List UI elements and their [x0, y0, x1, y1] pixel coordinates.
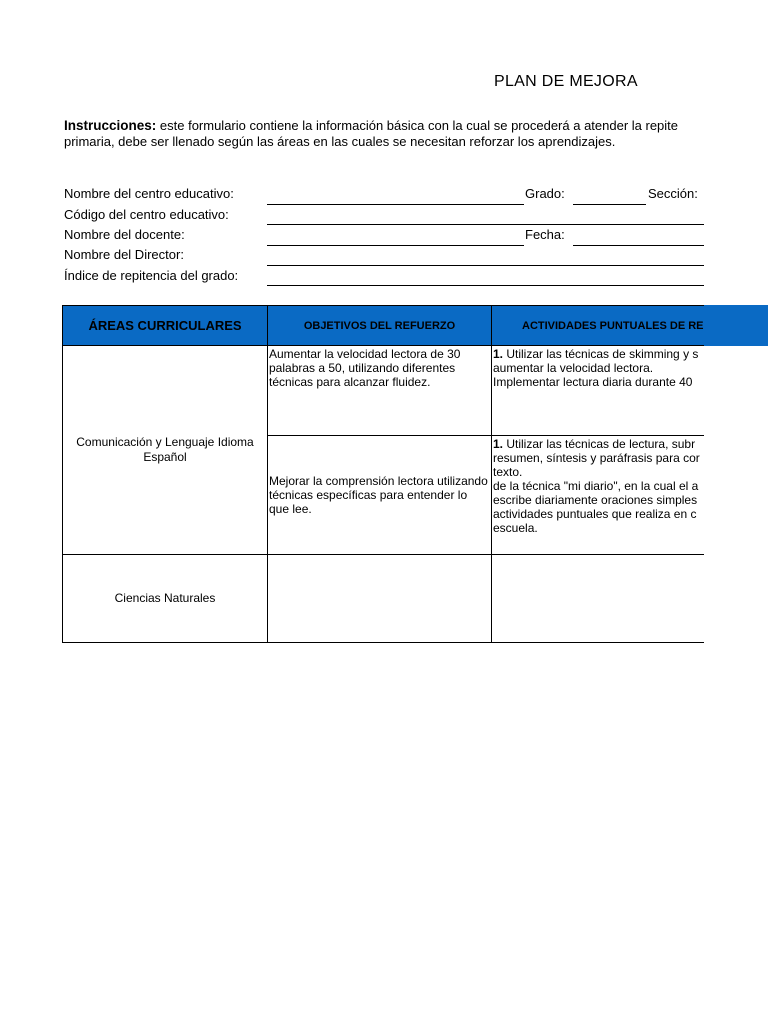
school-code-field[interactable] [267, 224, 704, 225]
activity-line: aumentar la velocidad lectora. [493, 361, 654, 375]
page-title: PLAN DE MEJORA [494, 73, 638, 90]
objective-cell[interactable]: Aumentar la velocidad lectora de 30 palabras a 50, utilizando diferentes técnicas para alcanzar fluidez. [268, 346, 492, 436]
table-row [63, 555, 705, 643]
instructions-paragraph [64, 118, 704, 150]
instructions-text-1: este formulario contiene la información básica con la cual se procederá a atender la repite [156, 118, 679, 133]
header-objectives: OBJETIVOS DEL REFUERZO [268, 306, 492, 346]
activity-cell[interactable] [492, 555, 705, 643]
objective-cell[interactable] [268, 555, 492, 643]
area-cell-natural-sciences[interactable]: Ciencias Naturales [63, 555, 268, 643]
grade-label: Grado: [525, 186, 565, 201]
section-label: Sección: [648, 186, 698, 201]
activity-cell[interactable] [492, 436, 705, 555]
header-activities: ACTIVIDADES PUNTUALES DE RE [492, 306, 705, 346]
repetition-index-field[interactable] [267, 285, 704, 286]
school-code-label: Código del centro educativo: [64, 207, 229, 222]
director-field[interactable] [267, 265, 704, 266]
grade-field[interactable] [573, 204, 646, 205]
school-name-field[interactable] [267, 204, 524, 205]
activity-line: Utilizar las técnicas de lectura, subr [503, 437, 696, 451]
activity-line: escuela. [493, 521, 538, 535]
instructions-label: Instrucciones: [64, 118, 157, 133]
teacher-label: Nombre del docente: [64, 227, 185, 242]
date-label: Fecha: [525, 227, 565, 242]
area-cell-communication[interactable]: Comunicación y Lenguaje Idioma Español [63, 346, 268, 555]
activity-line: de la técnica "mi diario", en la cual el a [493, 479, 699, 493]
date-field[interactable] [573, 245, 704, 246]
instructions-text-2: primaria, debe ser llenado según las áreas en las cuales se necesitan reforzar los aprendizajes. [64, 134, 616, 149]
activity-cell[interactable] [492, 346, 705, 436]
activity-number: 1. [493, 347, 504, 361]
objective-cell[interactable]: Mejorar la comprensión lectora utilizando técnicas específicas para entender lo que lee. [268, 436, 492, 555]
improvement-plan-table-container [62, 305, 704, 646]
table-header-row [63, 306, 705, 346]
school-name-label: Nombre del centro educativo: [64, 186, 234, 201]
improvement-plan-table [62, 305, 704, 643]
activity-line: texto. [493, 465, 523, 479]
activity-line: Implementar lectura diaria durante 40 [493, 375, 693, 389]
activity-line: Utilizar las técnicas de skimming y s [503, 347, 699, 361]
header-overflow-fill [704, 305, 768, 346]
table-row [63, 346, 705, 436]
activity-line: resumen, síntesis y paráfrasis para cor [493, 451, 700, 465]
activity-number: 1. [493, 437, 504, 451]
activity-line: actividades puntuales que realiza en c [493, 507, 697, 521]
header-areas: ÁREAS CURRICULARES [63, 306, 268, 346]
repetition-index-label: Índice de repitencia del grado: [64, 268, 239, 283]
director-label: Nombre del Director: [64, 247, 184, 262]
activity-line: escribe diariamente oraciones simples [493, 493, 698, 507]
teacher-field[interactable] [267, 245, 524, 246]
